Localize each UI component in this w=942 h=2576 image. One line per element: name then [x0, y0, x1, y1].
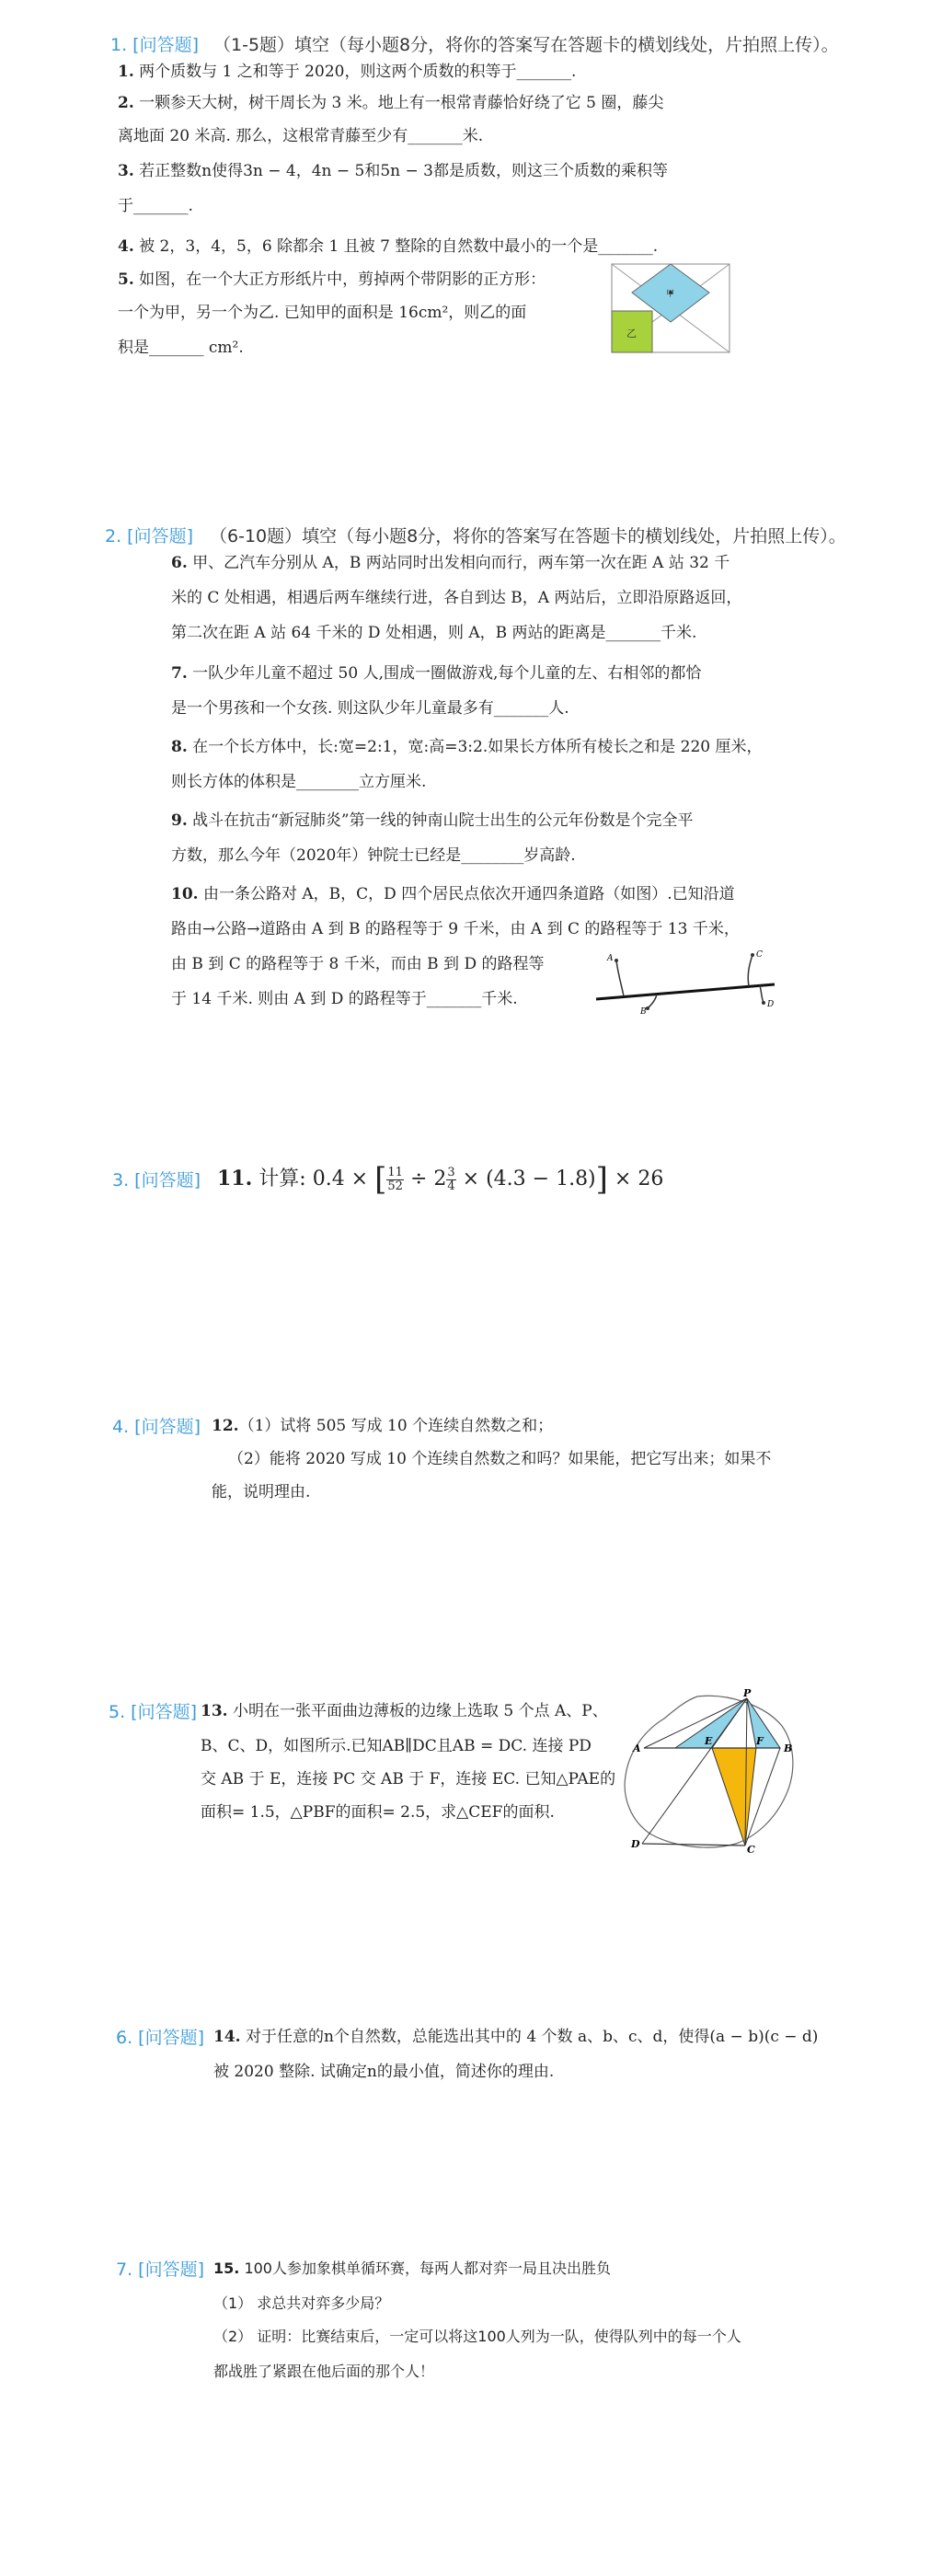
label-b: B	[784, 1742, 793, 1754]
problem-line: 7. 一队少年儿童不超过 50 人,围成一圈做游戏,每个儿童的左、右相邻的都恰	[171, 664, 702, 683]
label-yi: 乙	[626, 328, 637, 339]
square-figure	[611, 263, 730, 353]
question-header: （6-10题）填空（每小题8分，将你的答案写在答题卡的横划线处，片拍照上传）。	[210, 526, 846, 546]
problem-line: 15. 100人参加象棋单循环赛，每两人都对弈一局且决出胜负	[213, 2260, 611, 2277]
road-figure	[591, 948, 780, 1016]
problem-line: 于_______.	[118, 197, 193, 215]
question-tag[interactable]: 4. [问答题]	[112, 1417, 201, 1437]
geometry-figure	[618, 1689, 802, 1853]
question-tag[interactable]: 5. [问答题]	[109, 1702, 197, 1722]
problem-line: 方数，那么今年（2020年）钟院士已经是________岁高龄.	[171, 846, 576, 865]
problem-line: 路由→公路→道路由 A 到 B 的路程等于 9 千米，由 A 到 C 的路程等于 13 千米，	[171, 920, 740, 938]
problem-line: 由 B 到 C 的路程等于 8 千米，而由 B 到 D 的路程等	[171, 955, 545, 973]
problem-line: B、C、D，如图所示.已知AB∥DC且AB = DC. 连接 PD	[201, 1737, 592, 1755]
problem-line: 第二次在距 A 站 64 千米的 D 处相遇，则 A，B 两站的距离是_______千米.	[171, 624, 697, 642]
label-p: P	[743, 1689, 752, 1699]
problem-line: 3. 若正整数n使得3n − 4，4n − 5和5n − 3都是质数，则这三个质数的乘积等	[118, 162, 669, 180]
problem-line: 能，说明理由.	[212, 1483, 311, 1501]
label-d: D	[767, 1000, 775, 1009]
label-c: C	[747, 1844, 755, 1853]
problem-line: （2） 证明：比赛结束后，一定可以将这100人列为一队，使得队列中的每一个人	[213, 2328, 741, 2345]
problem-line: 交 AB 于 E，连接 PC 交 AB 于 F，连接 EC. 已知△PAE的	[201, 1770, 616, 1788]
problem-line: 4. 被 2，3，4，5，6 除都余 1 且被 7 整除的自然数中最小的一个是_______.	[118, 237, 659, 256]
problem-line: 离地面 20 米高. 那么，这根常青藤至少有_______米.	[118, 127, 484, 145]
problem-line: 9. 战斗在抗击“新冠肺炎”第一线的钟南山院士出生的公元年份数是个完全平	[171, 811, 694, 830]
problem-line: 6. 甲、乙汽车分别从 A，B 两站同时出发相向而行，两车第一次在距 A 站 32 千	[171, 554, 730, 572]
question-tag[interactable]: 1. [问答题]	[110, 35, 199, 55]
problem-line: （1） 求总共对弈多少局？	[213, 2294, 390, 2312]
problem-line: 10. 由一条公路对 A，B，C，D 四个居民点依次开通四条道路（如图）.已知沿道	[171, 885, 735, 903]
problem-line: （2）能将 2020 写成 10 个连续自然数之和吗？如果能，把它写出来；如果不	[228, 1450, 772, 1468]
problem-line: 14. 对于任意的n个自然数，总能选出其中的 4 个数 a、b、c、d，使得(a − b)(c − d)	[213, 2028, 819, 2046]
question-tag[interactable]: 7. [问答题]	[116, 2260, 204, 2280]
label-c: C	[756, 950, 763, 960]
question-tag[interactable]: 3. [问答题]	[112, 1170, 201, 1190]
problem-line: 2. 一颗参天大树，树干周长为 3 米。地上有一根常青藤恰好绕了它 5 圈，藤尖	[118, 94, 664, 112]
label-e: E	[705, 1735, 713, 1747]
label-a: A	[633, 1742, 641, 1754]
problem-line: 则长方体的体积是________立方厘米.	[171, 773, 427, 791]
label-d: D	[631, 1838, 640, 1850]
problem-line: 积是_______ cm².	[118, 339, 244, 357]
problem-line: 于 14 千米. 则由 A 到 D 的路程等于_______千米.	[171, 990, 518, 1008]
problem-line: 8. 在一个长方体中，长:宽=2:1，宽:高=3:2.如果长方体所有棱长之和是 220 厘米，	[171, 738, 763, 756]
problem-line: 被 2020 整除. 试确定n的最小值，简述你的理由.	[213, 2063, 555, 2081]
label-a: A	[607, 954, 614, 963]
label-f: F	[756, 1735, 764, 1747]
problem-line: 1. 两个质数与 1 之和等于 2020，则这两个质数的积等于_______.	[118, 63, 577, 81]
problem-line: 是一个男孩和一个女孩. 则这队少年儿童最多有_______人.	[171, 699, 569, 718]
problem-line: 米的 C 处相遇，相遇后两车继续行进，各自到达 B，A 两站后，立即沿原路返回，	[171, 589, 742, 607]
question-tag[interactable]: 2. [问答题]	[105, 526, 193, 546]
problem-line: 一个为甲，另一个为乙. 已知甲的面积是 16cm²，则乙的面	[118, 304, 527, 322]
question-header: （1-5题）填空（每小题8分，将你的答案写在答题卡的横划线处，片拍照上传）。	[213, 35, 839, 55]
problem-line: 面积= 1.5，△PBF的面积= 2.5，求△CEF的面积.	[201, 1803, 555, 1822]
calc-expression: 11. 计算: 0.4 × [ $\frac{11}{52}$ ÷ 2 $\frac{3}{4}$ × (4.3 − 1.8)] × 26	[217, 1161, 664, 1198]
problem-line: 12.（1）试将 505 写成 10 个连续自然数之和；	[212, 1417, 554, 1435]
label-jia: 甲	[666, 290, 675, 299]
problem-line: 都战胜了紧跟在他后面的那个人！	[213, 2363, 435, 2380]
problem-line: 13. 小明在一张平面曲边薄板的边缘上选取 5 个点 A、P、	[201, 1702, 608, 1720]
problem-line: 5. 如图，在一个大正方形纸片中，剪掉两个带阴影的正方形：	[118, 270, 546, 289]
label-b: B	[640, 1007, 647, 1016]
question-tag[interactable]: 6. [问答题]	[116, 2028, 204, 2048]
